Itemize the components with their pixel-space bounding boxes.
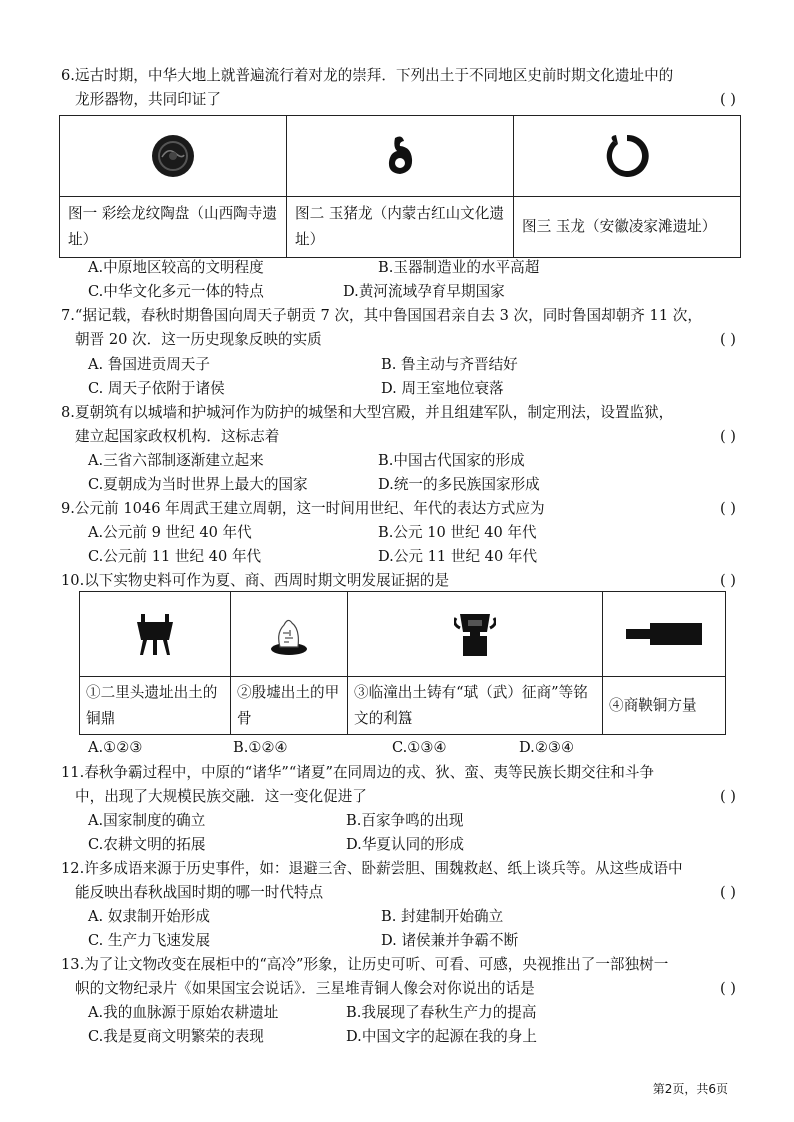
jade-dragon-image	[604, 133, 650, 179]
q9-stem-line1: 9.公元前 1046 年周武王建立周朝，这一时间用世纪、年代的表达方式应为	[61, 500, 545, 517]
q13-answer-blank: ( )	[719, 980, 736, 997]
q7-option-a: A. 鲁国进贡周天子	[88, 356, 210, 373]
q6-option-d: D.黄河流域孕育早期国家	[343, 283, 505, 300]
q8-option-b: B.中国古代国家的形成	[378, 452, 525, 469]
q10-item1-cell	[80, 592, 231, 677]
q12-stem-line2: 能反映出春秋战国时期的哪一时代特点	[75, 884, 324, 901]
q11-option-c: C.农耕文明的拓展	[88, 836, 206, 853]
q7-option-d: D. 周王室地位衰落	[381, 380, 504, 397]
q13-option-c: C.我是夏商文明繁荣的表现	[88, 1028, 264, 1045]
q10-option-a: A.①②③	[88, 739, 143, 756]
q6-figure2-caption: 图二 玉猪龙（内蒙古红山文化遗址）	[287, 197, 514, 258]
q8-stem-line2: 建立起国家政权机构．这标志着	[75, 428, 280, 445]
q10-image-table	[79, 591, 726, 735]
q12-option-a: A. 奴隶制开始形成	[88, 908, 210, 925]
bronze-ding-image	[133, 612, 177, 656]
q10-item3-cell	[348, 592, 603, 677]
q10-item2-caption: ②殷墟出土的甲骨	[231, 677, 348, 735]
q8-option-c: C.夏朝成为当时世界上最大的国家	[88, 476, 308, 493]
q6-stem-line1: 6.远古时期，中华大地上就普遍流行着对龙的崇拜．下列出土于不同地区史前时期文化遗址中的	[61, 67, 674, 84]
q6-figure3-cell	[514, 116, 741, 197]
jade-pig-dragon-image	[385, 135, 415, 177]
q13-option-a: A.我的血脉源于原始农耕遗址	[88, 1004, 279, 1021]
q9-option-b: B.公元 10 世纪 40 年代	[378, 524, 537, 541]
q6-figure1-cell	[60, 116, 287, 197]
q7-option-b: B. 鲁主动与齐晋结好	[381, 356, 518, 373]
q7-answer-blank: ( )	[719, 331, 736, 348]
q6-image-table	[59, 115, 741, 258]
q6-option-b: B.玉器制造业的水平高超	[378, 259, 540, 276]
q6-answer-blank: ( )	[719, 91, 736, 108]
q11-option-b: B.百家争鸣的出现	[346, 812, 464, 829]
q13-option-b: B.我展现了春秋生产力的提高	[346, 1004, 537, 1021]
shang-yang-measure-image	[624, 621, 704, 647]
q10-option-b: B.①②④	[233, 739, 288, 756]
oracle-bone-image	[266, 611, 312, 657]
q7-option-c: C. 周天子依附于诸侯	[88, 380, 225, 397]
q6-option-c: C.中华文化多元一体的特点	[88, 283, 264, 300]
q7-stem-line2: 朝晋 20 次．这一历史现象反映的实质	[75, 331, 322, 348]
q8-answer-blank: ( )	[719, 428, 736, 445]
q6-stem-line2: 龙形器物，共同印证了	[75, 91, 221, 108]
q11-stem-line2: 中，出现了大规模民族交融．这一变化促进了	[75, 788, 367, 805]
q10-item2-cell	[231, 592, 348, 677]
q12-option-c: C. 生产力飞速发展	[88, 932, 211, 949]
q10-option-d: D.②③④	[519, 739, 575, 756]
li-gui-vessel-image	[454, 610, 496, 658]
q10-item1-caption: ①二里头遗址出土的铜鼎	[80, 677, 231, 735]
q11-stem-line1: 11.春秋争霸过程中，中原的“诸华”“诸夏”在同周边的戎、狄、蛮、夷等民族长期交往和斗争	[61, 764, 655, 781]
q13-option-d: D.中国文字的起源在我的身上	[346, 1028, 537, 1045]
q12-option-b: B. 封建制开始确立	[381, 908, 504, 925]
q6-option-a: A.中原地区较高的文明程度	[88, 259, 264, 276]
q13-stem-line1: 13.为了让文物改变在展柜中的“高冷”形象，让历史可听、可看、可感，央视推出了一部独树一	[61, 956, 669, 973]
q6-figure1-caption: 图一 彩绘龙纹陶盘（山西陶寺遗址）	[60, 197, 287, 258]
painted-pottery-plate-image	[150, 133, 196, 179]
q7-stem-line1: 7.“据记载，春秋时期鲁国向周天子朝贡 7 次，其中鲁国国君亲自去 3 次，同时鲁国却朝齐 11 次，	[61, 307, 702, 324]
q8-stem-line1: 8.夏朝筑有以城墙和护城河作为防护的城堡和大型宫殿，并且组建军队，制定刑法，设置监狱，	[61, 404, 674, 421]
q6-figure2-cell	[287, 116, 514, 197]
q12-answer-blank: ( )	[719, 884, 736, 901]
q10-item4-cell	[603, 592, 726, 677]
q12-stem-line1: 12.许多成语来源于历史事件，如：退避三舍、卧薪尝胆、围魏救赵、纸上谈兵等。从这些成语中	[61, 860, 683, 877]
q10-item4-caption: ④商鞅铜方量	[603, 677, 726, 735]
q9-answer-blank: ( )	[719, 500, 736, 517]
q9-option-a: A.公元前 9 世纪 40 年代	[88, 524, 252, 541]
q10-stem-line1: 10.以下实物史料可作为夏、商、西周时期文明发展证据的是	[61, 572, 450, 589]
q8-option-d: D.统一的多民族国家形成	[378, 476, 540, 493]
q9-option-d: D.公元 11 世纪 40 年代	[378, 548, 538, 565]
q8-option-a: A.三省六部制逐渐建立起来	[88, 452, 264, 469]
q10-answer-blank: ( )	[719, 572, 736, 589]
q11-option-d: D.华夏认同的形成	[346, 836, 464, 853]
q6-figure3-caption: 图三 玉龙（安徽凌家滩遗址）	[514, 197, 741, 258]
q12-option-d: D. 诸侯兼并争霸不断	[381, 932, 519, 949]
q13-stem-line2: 帜的文物纪录片《如果国宝会说话》．三星堆青铜人像会对你说出的话是	[75, 980, 535, 997]
q11-option-a: A.国家制度的确立	[88, 812, 206, 829]
q10-option-c: C.①③④	[392, 739, 447, 756]
page-number-footer: 第2页，共6页	[652, 1082, 728, 1096]
q10-item3-caption: ③临潼出土铸有“珷（武）征商”等铭文的利簋	[348, 677, 603, 735]
q11-answer-blank: ( )	[719, 788, 736, 805]
q9-option-c: C.公元前 11 世纪 40 年代	[88, 548, 262, 565]
